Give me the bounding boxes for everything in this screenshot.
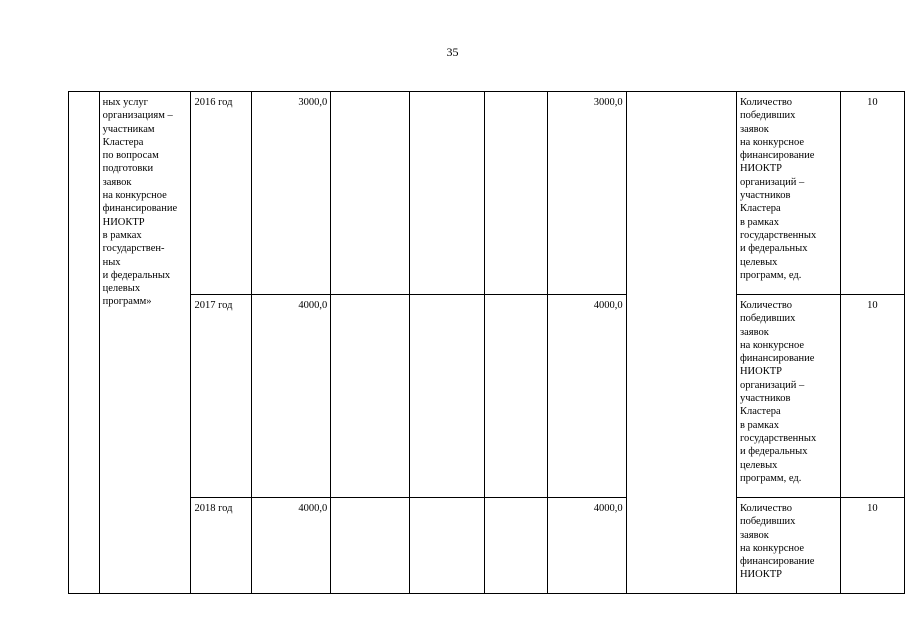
activity-name-cell: ных услуг организациям – участникам Кластера по вопросам подготовки заявок на конкурсное финансирование НИОКТР в рамках государствен- ных и федеральных целевых программ» xyxy=(99,92,191,594)
table-row xyxy=(69,295,905,498)
empty-cell xyxy=(410,92,485,295)
indicator-cell: Количество победивших заявок на конкурсное финансирование НИОКТР xyxy=(736,498,840,594)
year-cell: 2016 год xyxy=(191,92,251,295)
indicator-cell: Количество победивших заявок на конкурсное финансирование НИОКТР организаций – участников Кластера в рамках государственных и федеральных целевых программ, ед. xyxy=(736,295,840,498)
table-row xyxy=(69,498,905,594)
empty-cell xyxy=(410,498,485,594)
number-cell xyxy=(69,92,100,594)
amount-cell: 4000,0 xyxy=(251,295,330,498)
empty-cell xyxy=(410,295,485,498)
indicator-value-cell: 10 xyxy=(840,92,904,295)
total-cell: 3000,0 xyxy=(548,92,626,295)
amount-cell: 3000,0 xyxy=(251,92,330,295)
amount-cell: 4000,0 xyxy=(251,498,330,594)
empty-cell xyxy=(485,92,548,295)
indicator-value-cell: 10 xyxy=(840,498,904,594)
table-row xyxy=(69,92,905,295)
indicator-value-cell: 10 xyxy=(840,295,904,498)
empty-cell xyxy=(331,498,410,594)
total-cell: 4000,0 xyxy=(548,498,626,594)
total-cell: 4000,0 xyxy=(548,295,626,498)
executor-cell xyxy=(626,92,736,594)
empty-cell xyxy=(331,295,410,498)
page-number: 35 xyxy=(446,45,459,59)
indicator-cell: Количество победивших заявок на конкурсное финансирование НИОКТР организаций – участников Кластера в рамках государственных и федеральных целевых программ, ед. xyxy=(736,92,840,295)
empty-cell xyxy=(331,92,410,295)
year-cell: 2017 год xyxy=(191,295,251,498)
year-cell: 2018 год xyxy=(191,498,251,594)
empty-cell xyxy=(485,498,548,594)
empty-cell xyxy=(485,295,548,498)
program-table xyxy=(68,91,905,594)
